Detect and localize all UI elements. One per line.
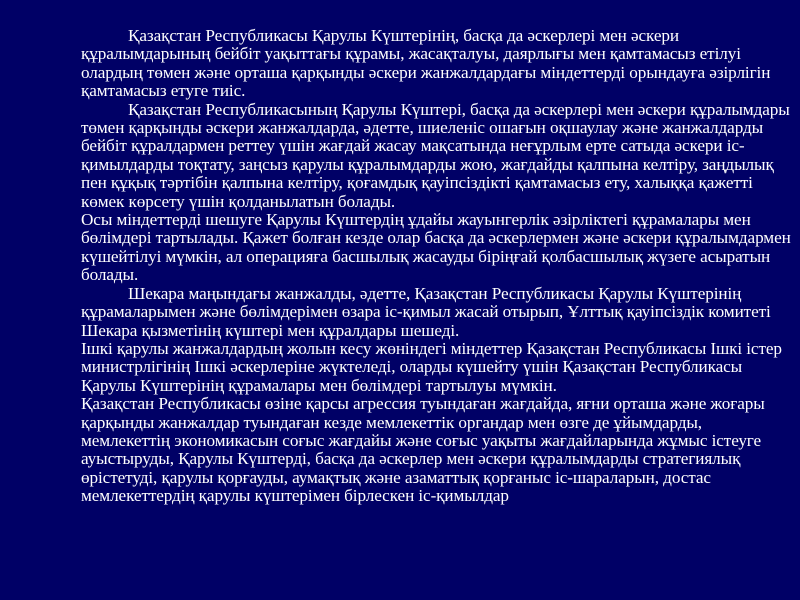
paragraph-4: Шекара маңындағы жанжалды, әдетте, Қазақстан Республикасы Қарулы Күштерінің құрамаларымен және бөлімдерімен өзара іс-қимыл жасай отырып, Ұлттық қауіпсіздік комитеті Шекара қызметінің күштері мен құралдары шешеді. bbox=[81, 283, 771, 340]
document-text bbox=[81, 27, 793, 506]
paragraph-3: Осы міндеттерді шешуге Қарулы Күштердің ұдайы жауынгерлік әзірліктегі құрамалары мен бөлімдері тартылады. Қажет болған кезде олар басқа да әскерлермен және әскери құралымдармен күшейтілуі мүмкін, ал операцияға басшылық жасауды біріңғай қолбасшылық жүзеге асыратын болады. bbox=[81, 210, 791, 285]
paragraph-1: Қазақстан Республикасы Қарулы Күштерінің, басқа да әскерлері мен әскери құралымдарының бейбіт уақыттағы құрамы, жасақталуы, даярлығы мен қамтамасыз етілуі олардың төмен және орташа қарқынды әскери жанжалдардағы міндеттерді орындауға әзірлігін қамтамасыз етуге тиіс. bbox=[81, 26, 771, 101]
paragraph-6: Қазақстан Республикасы өзіне қарсы агрессия туындаған жағдайда, яғни орташа және жоғары қарқынды жанжалдар туындаған кезде мемлекеттік органдар мен өзге де ұйымдарды, мемлекеттің экономикасын соғыс жағдайы және соғыс уақыты жағдайларында жұмыс істеуге ауыстыруды, Қарулы Күштерді, басқа да әскерлер мен әскери құралымдарды стратегиялық өрістетуді, қарулы қорғауды, аумақтық және азаматтық қорғаныс іс-шараларын, достас мемлекеттердің қарулы күштерімен бірлескен іс-қимылдар bbox=[81, 394, 765, 506]
paragraph-2: Қазақстан Республикасының Қарулы Күштері, басқа да әскерлері мен әскери құралымдары төмен қарқынды әскери жанжалдарда, әдетте, шиеленіс ошағын оқшаулау және жанжалдарды бейбіт құралдармен реттеу үшін жағдай жасау мақсатында неғұрлым ерте сатыда әскери іс-қимылдарды тоқтату, заңсыз қарулы құралымдарды жою, жағдайды қалпына келтіру, заңдылық пен құқық тәртібін қалпына келтіру, қоғамдық қауіпсіздікті қамтамасыз ету, халыққа қажетті көмек көрсету үшін қолданылатын болады. bbox=[81, 99, 790, 211]
paragraph-5: Ішкі қарулы жанжалдардың жолын кесу жөніндегі міндеттер Қазақстан Республикасы Ішкі істер министрлігінің Ішкі әскерлеріне жүктеледі, оларды күшейту үшін Қазақстан Республикасы Қарулы Күштерінің құрамалары мен бөлімдері тартылуы мүмкін. bbox=[81, 338, 782, 395]
